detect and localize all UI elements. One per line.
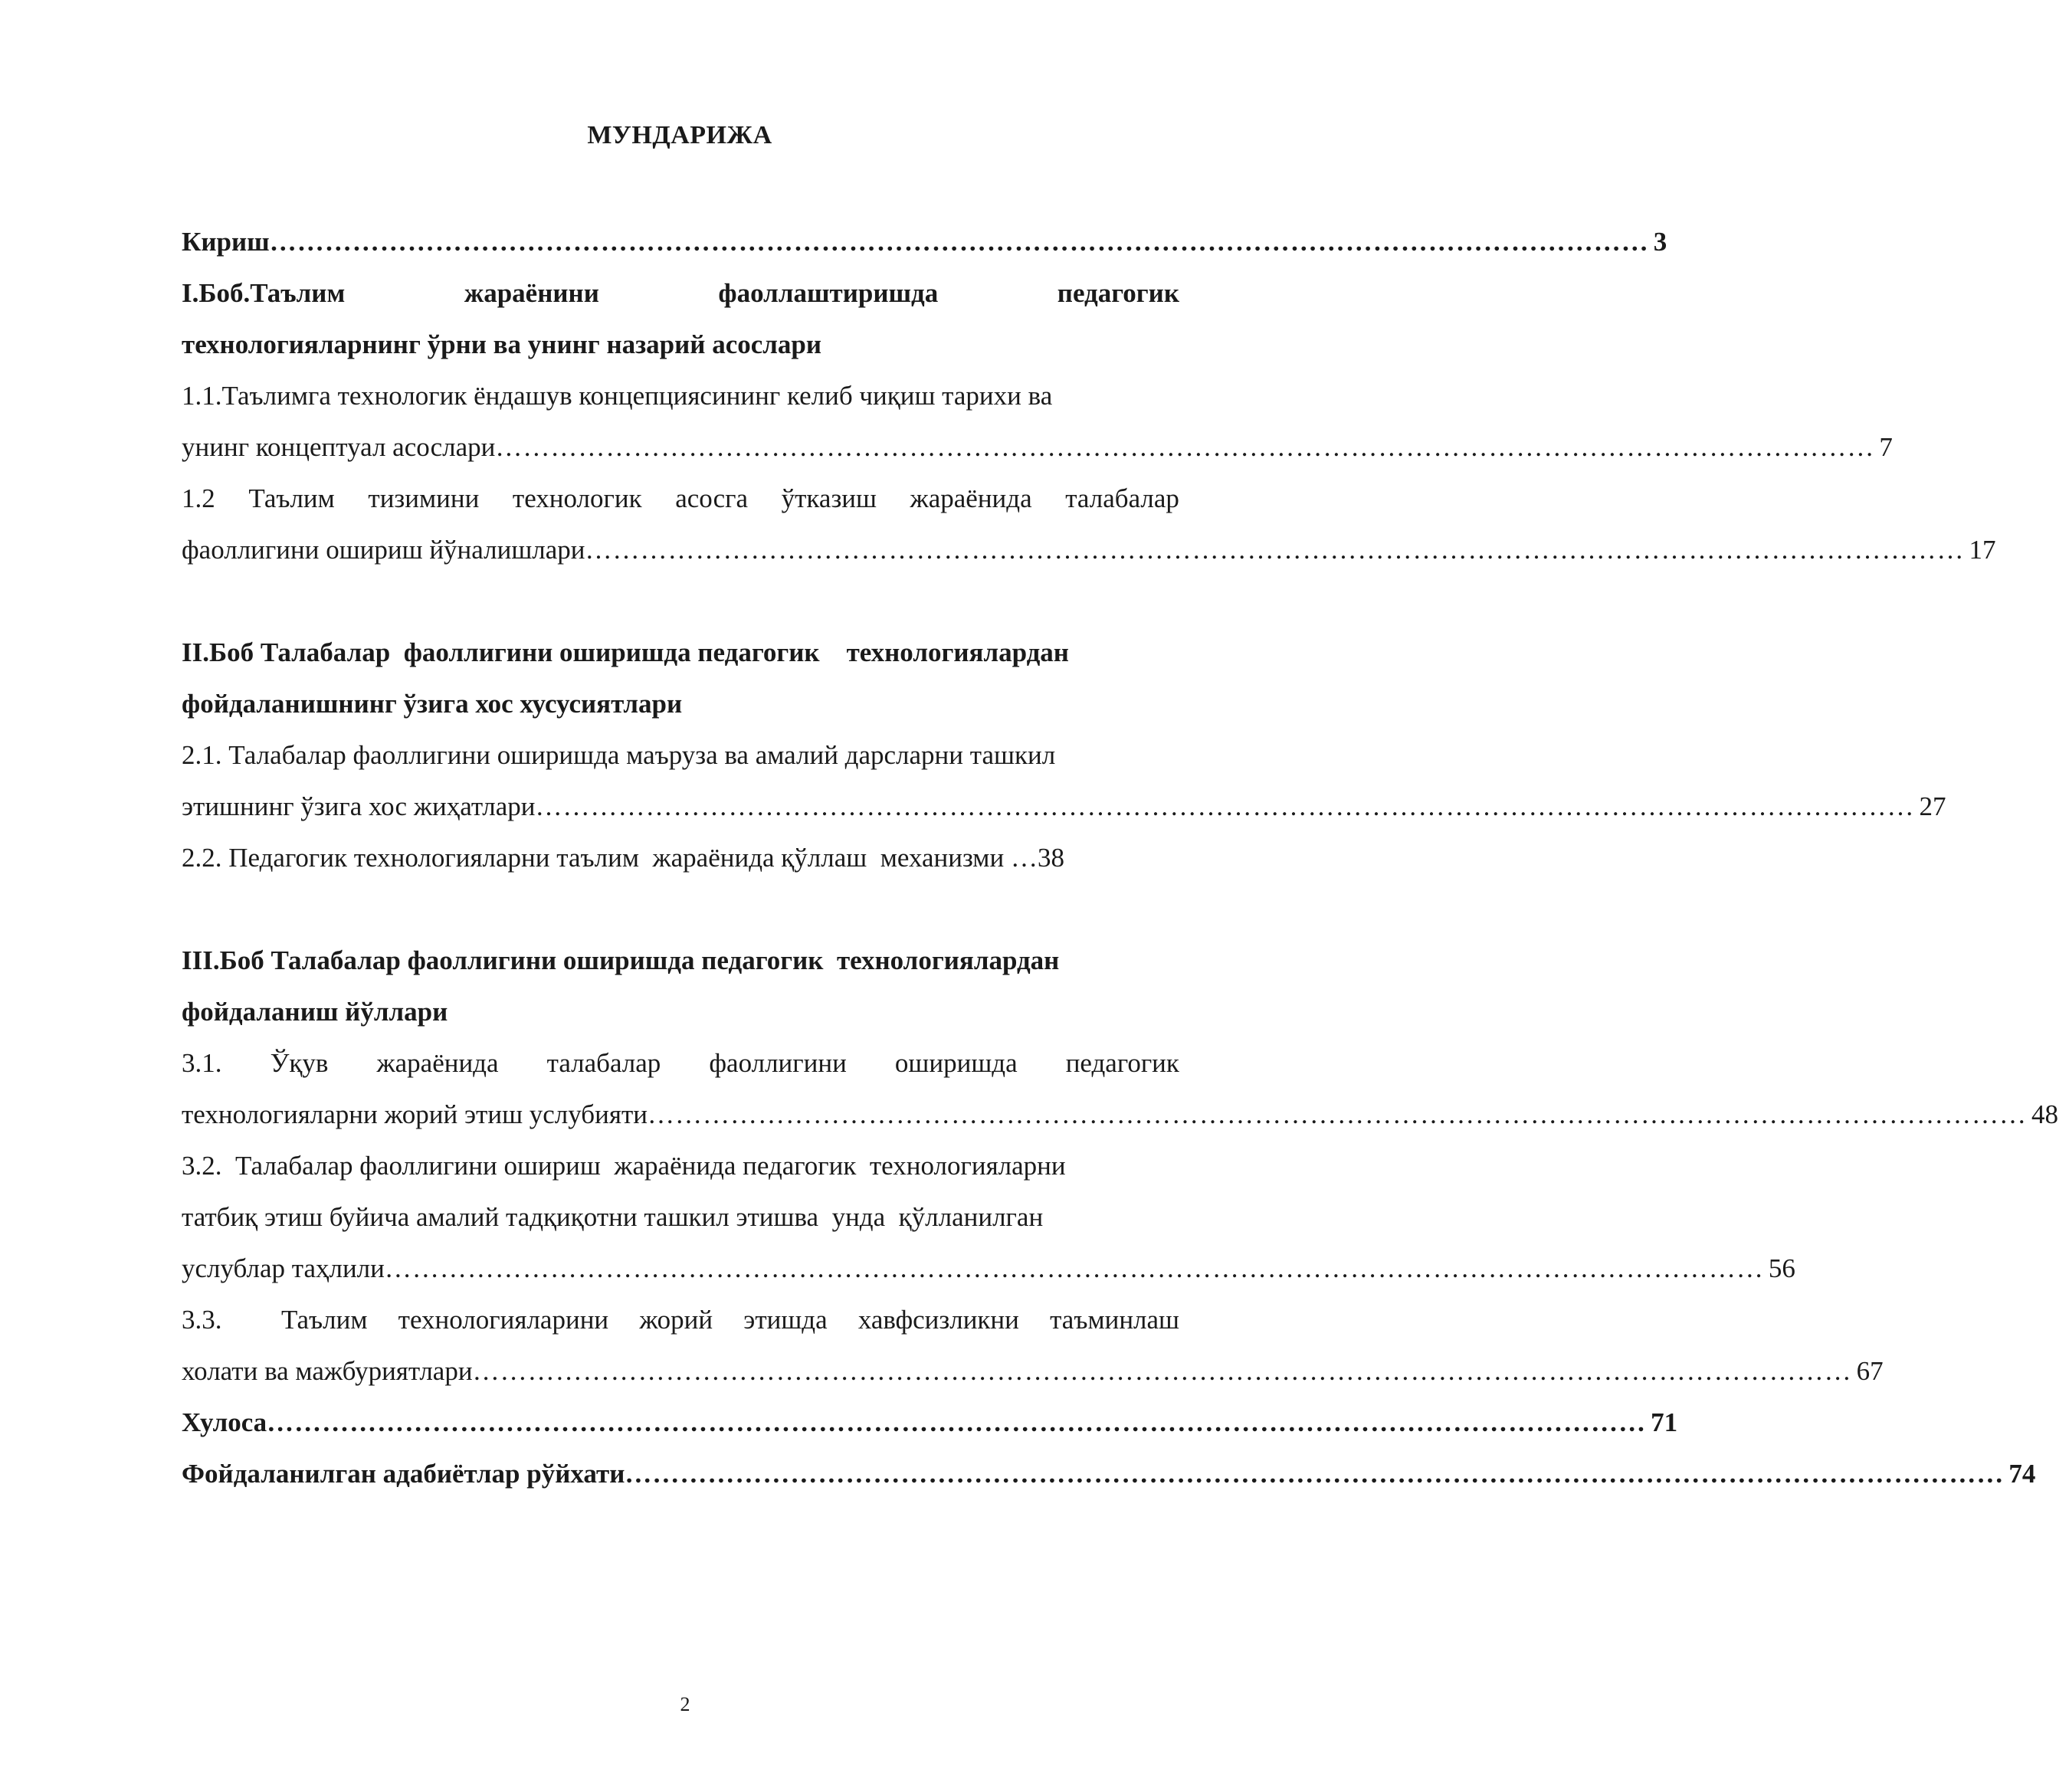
toc-page-number: 3	[1653, 227, 1667, 257]
toc-entry-text: технологияларни жорий этиш услубияти	[182, 1099, 648, 1129]
document-title: МУНДАРИЖА	[587, 121, 772, 149]
table-of-contents	[182, 216, 2058, 1499]
toc-section-1-2-line1[interactable]	[182, 473, 1179, 524]
toc-entry-conclusion[interactable]	[182, 1397, 1678, 1448]
toc-page-number: 71	[1651, 1407, 1678, 1437]
page-number: 2	[680, 1693, 690, 1715]
toc-section-3-2-line2[interactable]: татбиқ этиш буйича амалий тадқиқотни ташкил этишва унда қўлланилган	[182, 1202, 1044, 1232]
toc-page-number: 67	[1856, 1356, 1884, 1386]
toc-section-3-2-line3[interactable]	[182, 1243, 1795, 1294]
entry-word: технологик	[512, 483, 642, 513]
toc-chapter-2-heading-line1[interactable]: II.Боб Талабалар фаоллигини оширишда педагогик технологиялардан	[182, 637, 1069, 667]
entry-word: Таълим	[248, 483, 335, 513]
toc-entry-text: услублар таҳлили	[182, 1253, 385, 1283]
toc-section-3-3-line1[interactable]	[182, 1294, 1179, 1345]
entry-word: талабалар	[546, 1048, 661, 1078]
entry-word: 1.2	[182, 483, 215, 513]
toc-section-2-1-line1[interactable]: 2.1. Талабалар фаоллигини оширишда маъруза ва амалий дарсларни ташкил	[182, 740, 1056, 770]
entry-word: 3.1.	[182, 1048, 222, 1078]
entry-word: педагогик	[1065, 1048, 1179, 1078]
entry-word: Ўқув	[270, 1048, 329, 1078]
toc-page-number: 56	[1768, 1253, 1795, 1283]
entry-word: жараёнида	[910, 483, 1032, 513]
heading-word: фаоллаштиришда	[718, 278, 939, 308]
leader-dots: ……………………………………………………………………………………………………………………………………	[269, 227, 1649, 257]
leader-dots: ……………………………………………………………………………………………………………………………………	[625, 1459, 2005, 1489]
leader-dots: ……………………………………………………………………………………………………………………………………	[535, 791, 1915, 821]
toc-page-number: 7	[1879, 432, 1893, 462]
leader-dots: ……………………………………………………………………………………………………………………………………	[647, 1099, 2027, 1129]
toc-section-2-1-line2[interactable]	[182, 781, 1946, 832]
entry-word: 3.3.	[182, 1305, 222, 1335]
toc-entry-text: Кириш	[182, 227, 270, 257]
heading-word: I.Боб.Таълим	[182, 278, 346, 308]
toc-chapter-1-heading-line1[interactable]	[182, 267, 1179, 319]
toc-entry-text: холати ва мажбуриятлари	[182, 1356, 473, 1386]
toc-section-3-1-line2[interactable]	[182, 1089, 2058, 1140]
entry-word: асосга	[675, 483, 749, 513]
toc-section-1-1-line1[interactable]: 1.1.Таълимга технологик ёндашув концепциясининг келиб чиқиш тарихи ва	[182, 381, 1053, 411]
spacer	[182, 883, 1179, 935]
toc-page-number: 74	[2008, 1459, 2036, 1489]
toc-entry-intro[interactable]	[182, 216, 1667, 267]
toc-entry-text: Хулоса	[182, 1407, 267, 1437]
toc-page-number: 17	[1969, 535, 1996, 565]
toc-page-number: 27	[1919, 791, 1946, 821]
toc-entry-text: унинг концептуал асослари	[182, 432, 496, 462]
entry-word: ўтказиш	[781, 483, 877, 513]
entry-word: Таълим технологияларини жорий этишда хавфсизликни таъминлаш	[281, 1305, 1179, 1335]
toc-section-2-2[interactable]: 2.2. Педагогик технологияларни таълим жараёнида қўллаш механизми …38	[182, 843, 1064, 873]
toc-entry-text: фаоллигини ошириш йўналишлари	[182, 535, 585, 565]
heading-word: жараёнини	[464, 278, 599, 308]
toc-chapter-1-heading-line2[interactable]: технологияларнинг ўрни ва унинг назарий асослари	[182, 329, 822, 359]
entry-word: талабалар	[1065, 483, 1179, 513]
leader-dots: ……………………………………………………………………………………………………………………………………	[267, 1407, 1647, 1437]
leader-dots: ……………………………………………………………………………………………………………………………………	[384, 1253, 1764, 1283]
leader-dots: ……………………………………………………………………………………………………………………………………	[495, 432, 1875, 462]
toc-entry-references[interactable]	[182, 1448, 2036, 1499]
toc-chapter-2-heading-line2[interactable]: фойдаланишнинг ўзига хос хусусиятлари	[182, 689, 683, 719]
leader-dots: ……………………………………………………………………………………………………………………………………	[585, 535, 1965, 565]
toc-section-3-2-line1[interactable]: 3.2. Талабалар фаоллигини ошириш жараёнида педагогик технологияларни	[182, 1151, 1066, 1181]
entry-word: жараёнида	[376, 1048, 499, 1078]
toc-section-1-1-line2[interactable]	[182, 421, 1893, 473]
entry-word: тизимини	[368, 483, 480, 513]
entry-word: фаоллигини	[709, 1048, 847, 1078]
toc-section-3-1-line1[interactable]	[182, 1037, 1179, 1089]
toc-chapter-3-heading-line2[interactable]: фойдаланиш йўллари	[182, 997, 448, 1027]
toc-section-3-3-line2[interactable]	[182, 1345, 1884, 1397]
toc-page-number: 48	[2031, 1099, 2058, 1129]
spacer	[182, 575, 1179, 627]
leader-dots: ……………………………………………………………………………………………………………………………………	[472, 1356, 1852, 1386]
toc-chapter-3-heading-line1[interactable]: III.Боб Талабалар фаоллигини оширишда педагогик технологиялардан	[182, 945, 1060, 975]
toc-entry-text: этишнинг ўзига хос жиҳатлари	[182, 791, 536, 821]
entry-word: оширишда	[894, 1048, 1018, 1078]
heading-word: педагогик	[1057, 278, 1179, 308]
toc-entry-text: Фойдаланилган адабиётлар рўйхати	[182, 1459, 625, 1489]
toc-section-1-2-line2[interactable]	[182, 524, 1996, 575]
